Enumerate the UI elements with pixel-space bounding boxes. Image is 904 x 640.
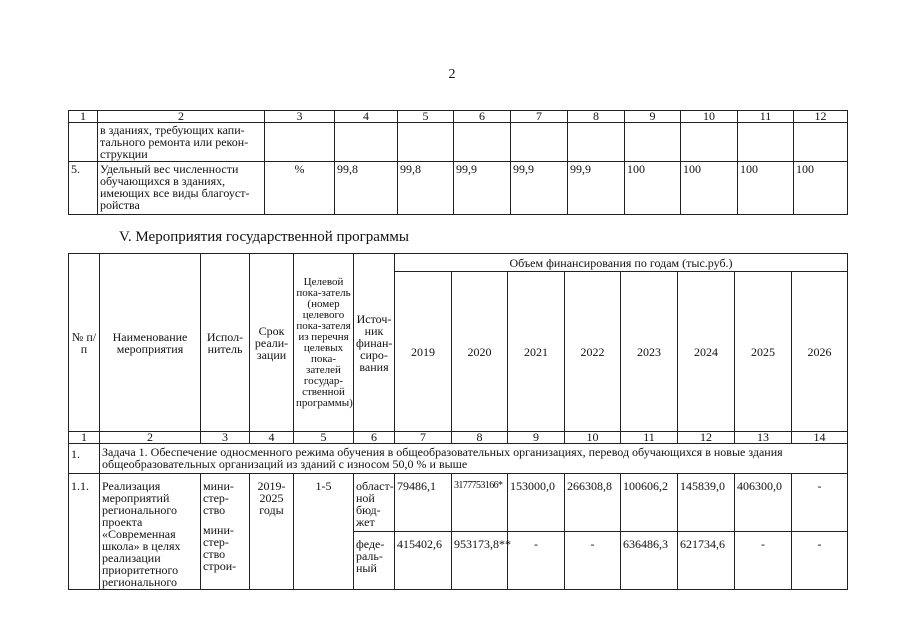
executor-cell — [201, 474, 250, 590]
term-cell: 2019-2025 годы — [250, 474, 294, 590]
value-cell: 415402,6 — [395, 532, 452, 590]
col-number: 12 — [678, 432, 735, 444]
header-cell: 11 — [738, 111, 794, 123]
value-cell: 406300,0 — [735, 474, 792, 532]
year-header: 2026 — [792, 272, 848, 432]
col-number: 9 — [508, 432, 565, 444]
value-cell: 99,9 — [454, 162, 511, 215]
value-cell: 100606,2 — [621, 474, 678, 532]
value-cell: 100 — [625, 162, 681, 215]
col-number: 4 — [250, 432, 294, 444]
col-number: 1 — [69, 432, 100, 444]
value-cell: 99,9 — [511, 162, 568, 215]
header-cell: 9 — [625, 111, 681, 123]
header-row — [69, 254, 848, 272]
header-cell: 10 — [681, 111, 738, 123]
value-cell: 145839,0 — [678, 474, 735, 532]
section-title: V. Мероприятия государственной программы — [119, 229, 409, 245]
col-number: 5 — [294, 432, 354, 444]
value-cell: - — [508, 532, 565, 590]
year-header: 2019 — [395, 272, 452, 432]
target-cell: 1-5 — [294, 474, 354, 590]
value-cell: 636486,3 — [621, 532, 678, 590]
col-num-header: № п/п — [69, 254, 100, 432]
activity-number: 1.1. — [69, 474, 100, 590]
indicator-name: Удельный вес численности обучающихся в зданиях, имеющих все виды благоуст-ройства — [98, 162, 265, 215]
value-cell: 100 — [794, 162, 848, 215]
header-cell: 6 — [454, 111, 511, 123]
value-cell: - — [565, 532, 621, 590]
col-term-header: Срок реали-зации — [250, 254, 294, 432]
executor-2: мини-стер-ство строи- — [203, 523, 237, 573]
col-number: 3 — [201, 432, 250, 444]
value-cell: 3177753166* — [452, 474, 508, 532]
activity-name: Реализация мероприятий регионального проекта «Современная школа» в целях реализации приоритетного регионального — [100, 474, 201, 590]
col-number: 11 — [621, 432, 678, 444]
task-row — [69, 444, 848, 474]
header-cell: 12 — [794, 111, 848, 123]
col-number: 14 — [792, 432, 848, 444]
value-cell: 100 — [681, 162, 738, 215]
year-header: 2022 — [565, 272, 621, 432]
value-cell: - — [792, 532, 848, 590]
value-cell: 79486,1 — [395, 474, 452, 532]
page-number: 2 — [448, 67, 456, 82]
task-number: 1. — [69, 444, 100, 474]
value-cell: - — [735, 532, 792, 590]
col-number: 6 — [354, 432, 395, 444]
unit-cell: % — [265, 162, 335, 215]
col-number: 10 — [565, 432, 621, 444]
col-source-header: Источ-ник финан-сиро-вания — [354, 254, 395, 432]
source-cell: област-ной бюд-жет — [354, 474, 395, 532]
source-cell: феде-раль-ный — [354, 532, 395, 590]
header-cell: 2 — [98, 111, 265, 123]
value-cell: - — [792, 474, 848, 532]
col-number: 2 — [100, 432, 201, 444]
activity-row — [69, 474, 848, 532]
header-cell: 8 — [568, 111, 625, 123]
year-header: 2020 — [452, 272, 508, 432]
column-numbers-row — [69, 432, 848, 444]
program-activities-table — [68, 253, 848, 590]
indicator-name-continued: в зданиях, требующих капи-тального ремонта или рекон-струкции — [98, 123, 265, 162]
header-cell: 7 — [511, 111, 568, 123]
header-cell: 5 — [398, 111, 454, 123]
value-cell: 99,8 — [335, 162, 398, 215]
value-cell: 153000,0 — [508, 474, 565, 532]
year-header: 2024 — [678, 272, 735, 432]
header-cell: 4 — [335, 111, 398, 123]
value-cell: 100 — [738, 162, 794, 215]
value-cell: 953173,8** — [452, 532, 508, 590]
executor-1: мини-стер-ство — [203, 479, 234, 517]
col-name-header: Наименование мероприятия — [100, 254, 201, 432]
value-cell: 266308,8 — [565, 474, 621, 532]
year-header: 2021 — [508, 272, 565, 432]
year-header: 2025 — [735, 272, 792, 432]
col-number: 7 — [395, 432, 452, 444]
funding-header: Объем финансирования по годам (тыс.руб.) — [395, 254, 848, 272]
col-number: 13 — [735, 432, 792, 444]
col-target-header: Целевой пока-затель (номер целевого пока-зателя из перечня целевых пока-зателей государ-ственной программы) — [294, 254, 354, 432]
col-executor-header: Испол-нитель — [201, 254, 250, 432]
value-cell: 99,8 — [398, 162, 454, 215]
header-cell: 3 — [265, 111, 335, 123]
year-header: 2023 — [621, 272, 678, 432]
header-cell: 1 — [69, 111, 98, 123]
row-number: 5. — [69, 162, 98, 215]
col-number: 8 — [452, 432, 508, 444]
value-cell: 621734,6 — [678, 532, 735, 590]
task-text: Задача 1. Обеспечение односменного режима обучения в общеобразовательных организациях, перевод обучающихся в новые здания общеобразовательных организаций из зданий с износом 50,0 % и выше — [100, 444, 848, 474]
value-cell: 99,9 — [568, 162, 625, 215]
